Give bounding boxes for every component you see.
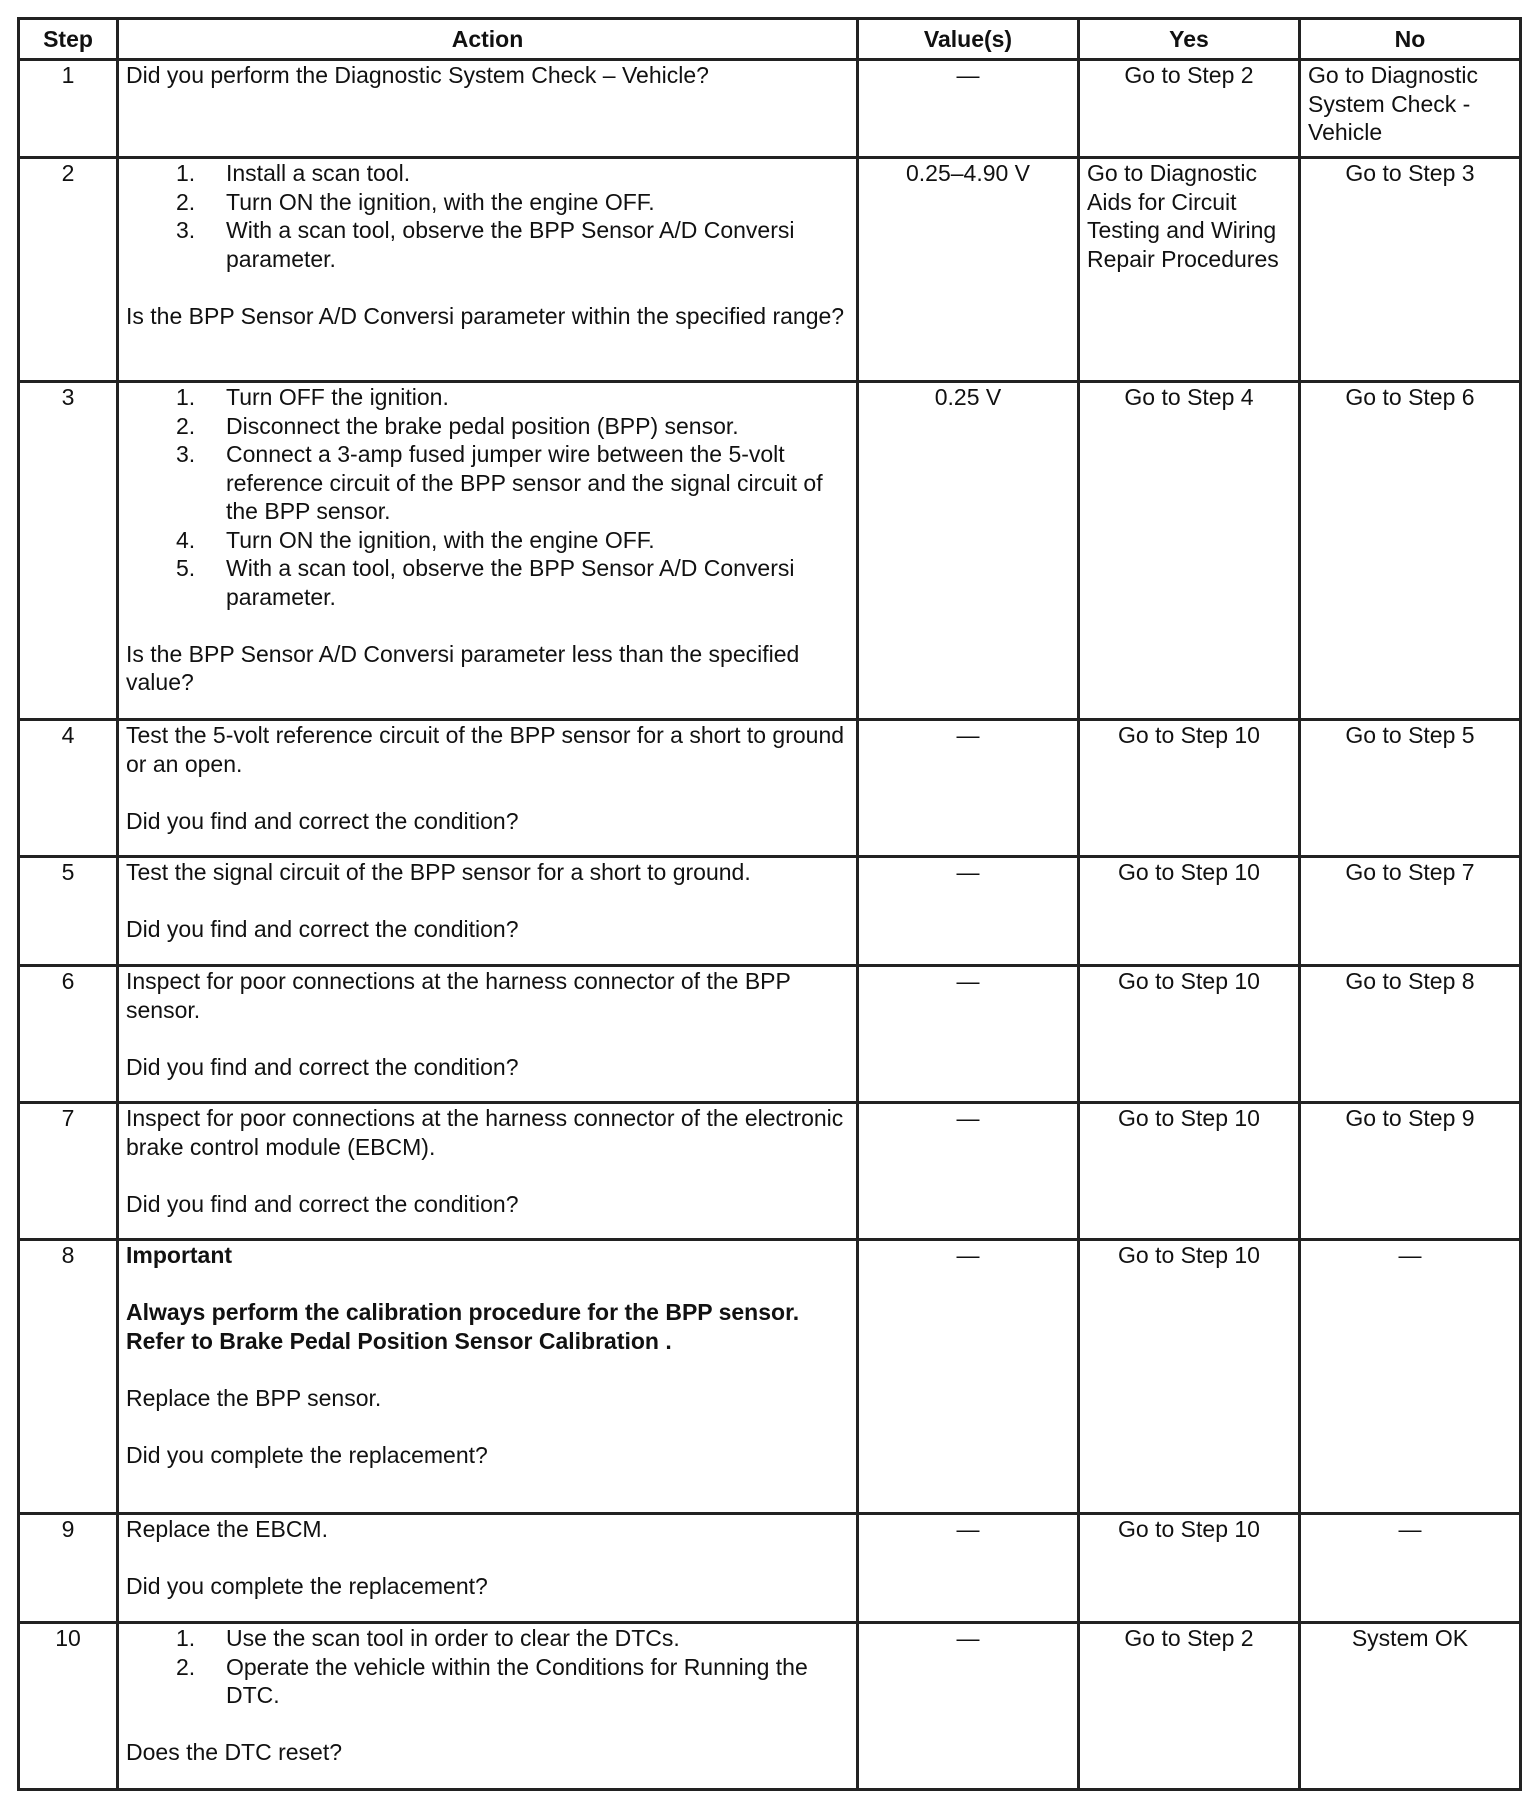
action-text: Inspect for poor connections at the harness connector of the BPP sensor. [126, 968, 791, 1023]
list-item: 4. Turn ON the ignition, with the engine OFF. [176, 526, 655, 553]
yes-cell: Go to Step 2 [1079, 1623, 1300, 1790]
header-action: Action [118, 19, 858, 60]
step-number: 8 [19, 1240, 118, 1514]
header-yes: Yes [1079, 19, 1300, 60]
header-row [19, 19, 1521, 60]
action-cell [118, 1623, 858, 1790]
yes-cell: Go to Step 10 [1079, 1103, 1300, 1240]
list-item: 1. Install a scan tool. [176, 160, 411, 186]
action-cell [118, 1103, 858, 1240]
action-cell [118, 1240, 858, 1514]
table-row [19, 966, 1521, 1103]
header-no: No [1300, 19, 1521, 60]
action-list [126, 1624, 849, 1710]
value-cell: 0.25–4.90 V [858, 158, 1079, 382]
list-item: 2. Turn ON the ignition, with the engine OFF. [176, 188, 655, 215]
step-number: 4 [19, 720, 118, 857]
list-item: 5. With a scan tool, observe the BPP Sensor A/D Conversi parameter. [176, 555, 795, 610]
value-cell: — [858, 1514, 1079, 1623]
action-text: Test the 5-volt reference circuit of the BPP sensor for a short to ground or an open. [126, 722, 845, 777]
list-item: 1. Turn OFF the ignition. [176, 384, 449, 410]
yes-cell: Go to Step 4 [1079, 382, 1300, 720]
diagnostic-table [17, 17, 1522, 1791]
action-question: Did you find and correct the condition? [126, 1190, 519, 1217]
value-cell: 0.25 V [858, 382, 1079, 720]
yes-cell: Go to Step 10 [1079, 720, 1300, 857]
no-cell: System OK [1300, 1623, 1521, 1790]
yes-cell: Go to Diagnostic Aids for Circuit Testing and Wiring Repair Procedures [1079, 158, 1300, 382]
action-cell [118, 158, 858, 382]
list-item: 2. Operate the vehicle within the Conditions for Running the DTC. [176, 1653, 808, 1708]
action-text: Replace the BPP sensor. [126, 1384, 382, 1411]
action-question: Did you perform the Diagnostic System Check – Vehicle? [126, 62, 709, 88]
step-number: 3 [19, 382, 118, 720]
step-number: 7 [19, 1103, 118, 1240]
action-text: Test the signal circuit of the BPP sensor for a short to ground. [126, 859, 751, 885]
table-row [19, 1623, 1521, 1790]
value-cell: — [858, 1623, 1079, 1790]
step-number: 6 [19, 966, 118, 1103]
list-item: 2. Disconnect the brake pedal position (BPP) sensor. [176, 412, 739, 439]
yes-cell: Go to Step 10 [1079, 1514, 1300, 1623]
yes-cell: Go to Step 10 [1079, 1240, 1300, 1514]
step-number: 1 [19, 60, 118, 158]
value-cell: — [858, 720, 1079, 857]
no-cell: Go to Step 5 [1300, 720, 1521, 857]
header-step: Step [19, 19, 118, 60]
action-question: Does the DTC reset? [126, 1739, 343, 1765]
action-cell [118, 1514, 858, 1623]
action-question: Did you find and correct the condition? [126, 807, 519, 834]
action-question: Did you find and correct the condition? [126, 916, 519, 942]
value-cell: — [858, 1103, 1079, 1240]
action-question: Is the BPP Sensor A/D Conversi parameter less than the specified value? [126, 640, 800, 695]
action-question: Did you find and correct the condition? [126, 1053, 519, 1080]
value-cell: — [858, 966, 1079, 1103]
yes-cell: Go to Step 10 [1079, 966, 1300, 1103]
no-cell: Go to Step 8 [1300, 966, 1521, 1103]
table-row [19, 720, 1521, 857]
table-row [19, 1103, 1521, 1240]
action-cell [118, 382, 858, 720]
table-row [19, 158, 1521, 382]
value-cell: — [858, 857, 1079, 966]
value-cell: — [858, 1240, 1079, 1514]
action-cell [118, 720, 858, 857]
step-number: 5 [19, 857, 118, 966]
no-cell: Go to Step 9 [1300, 1103, 1521, 1240]
table-row [19, 857, 1521, 966]
table-row [19, 60, 1521, 158]
yes-cell: Go to Step 10 [1079, 857, 1300, 966]
step-number: 2 [19, 158, 118, 382]
action-cell [118, 857, 858, 966]
step-number: 10 [19, 1623, 118, 1790]
no-cell: Go to Step 3 [1300, 158, 1521, 382]
list-item: 3. With a scan tool, observe the BPP Sensor A/D Conversi parameter. [176, 217, 795, 272]
step-number: 9 [19, 1514, 118, 1623]
table-row [19, 1514, 1521, 1623]
action-cell [118, 60, 858, 158]
action-list [126, 383, 849, 611]
action-question: Is the BPP Sensor A/D Conversi parameter within the specified range? [126, 302, 845, 329]
yes-cell: Go to Step 2 [1079, 60, 1300, 158]
no-cell: Go to Step 6 [1300, 382, 1521, 720]
table-row [19, 1240, 1521, 1514]
action-question: Did you complete the replacement? [126, 1573, 488, 1599]
list-item: 1. Use the scan tool in order to clear the DTCs. [176, 1625, 680, 1651]
no-cell: — [1300, 1240, 1521, 1514]
header-values: Value(s) [858, 19, 1079, 60]
action-text: Replace the EBCM. [126, 1516, 328, 1542]
important-label: Important [126, 1242, 233, 1268]
table-row [19, 382, 1521, 720]
action-text: Inspect for poor connections at the harness connector of the electronic brake control module (EBCM). [126, 1105, 844, 1160]
action-question: Did you complete the replacement? [126, 1441, 488, 1468]
list-item: 3. Connect a 3-amp fused jumper wire between the 5-volt reference circuit of the BPP sensor and the signal circuit of the BPP sensor. [176, 441, 823, 524]
action-list [126, 159, 849, 273]
no-cell: Go to Step 7 [1300, 857, 1521, 966]
action-cell [118, 966, 858, 1103]
important-text: Always perform the calibration procedure for the BPP sensor. Refer to Brake Pedal Position Sensor Calibration . [126, 1299, 800, 1354]
value-cell: — [858, 60, 1079, 158]
no-cell: Go to Diagnostic System Check - Vehicle [1300, 60, 1521, 158]
no-cell: — [1300, 1514, 1521, 1623]
